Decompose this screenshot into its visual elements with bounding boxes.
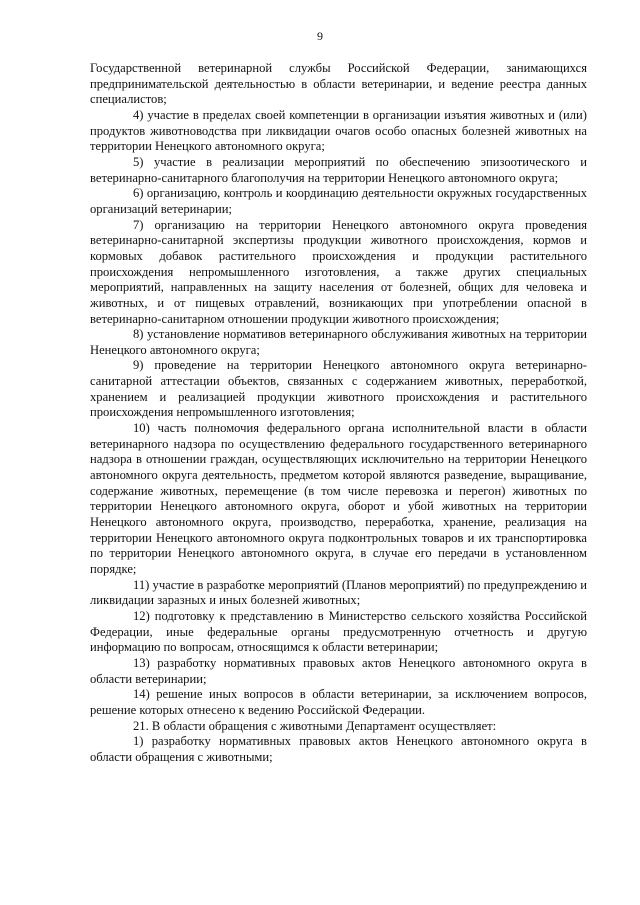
paragraph: 12) подготовку к представлению в Министерство сельского хозяйства Российской Федерации, иные федеральные органы предусмотренную отчетность и другую информацию по вопросам, относящимся к области ветеринарии; [90, 608, 587, 655]
paragraph: 8) установление нормативов ветеринарного обслуживания животных на территории Ненецкого автономного округа; [90, 327, 587, 357]
document-body [90, 61, 587, 766]
paragraph: 7) организацию на территории Ненецкого автономного округа проведения ветеринарно-санитарной экспертизы продукции животного происхождения, кормов и кормовых добавок растительного происхождения и продукции растительного происхождения непромышленного изготовления, а также других специальных мероприятий, направленных на защиту населения от болезней, общих для человека и животных, и от пищевых отравлений, возникающих при употреблении опасной в ветеринарно-санитарном отношении продукции животного происхождения; [90, 217, 587, 326]
paragraph: 10) часть полномочия федерального органа исполнительной власти в области ветеринарного надзора по осуществлению федерального государственного ветеринарного надзора в отношении граждан, осуществляющих исключительно на территории Ненецкого автономного округа деятельность, предметом которой являются разведение, выращивание, содержание животных, перемещение (в том числе перевозка и перегон) животных по территории Ненецкого автономного округа, оборот и убой животных на территории Ненецкого автономного округа, производство, переработка, хранение, реализация на территории Ненецкого автономного округа подконтрольных товаров и их транспортировка по территории Ненецкого автономного округа, в случае его передачи в установленном порядке; [90, 421, 587, 576]
paragraph: Государственной ветеринарной службы Российской Федерации, занимающихся предпринимательской деятельностью в области ветеринарии, и ведение реестра данных специалистов; [90, 61, 587, 107]
paragraph: 1) разработку нормативных правовых актов Ненецкого автономного округа в области обращения с животными; [90, 734, 587, 764]
paragraph: 14) решение иных вопросов в области ветеринарии, за исключением вопросов, решение которых отнесено к ведению Российской Федерации. [90, 687, 587, 717]
page-number: 9 [317, 29, 323, 43]
paragraph: 6) организацию, контроль и координацию деятельности окружных государственных организаций ветеринарии; [90, 186, 587, 216]
paragraph: 21. В области обращения с животными Департамент осуществляет: [133, 718, 497, 733]
paragraph: 11) участие в разработке мероприятий (Планов мероприятий) по предупреждению и ликвидации заразных и иных болезней животных; [90, 577, 587, 608]
paragraph: 9) проведение на территории Ненецкого автономного округа ветеринарно-санитарной аттестации объектов, связанных с содержанием животных, переработкой, хранением и реализацией продукции животного происхождения и растительного происхождения непромышленного изготовления; [90, 358, 587, 420]
paragraph: 5) участие в реализации мероприятий по обеспечению эпизоотического и ветеринарно-санитарного благополучия на территории Ненецкого автономного округа; [90, 154, 587, 185]
paragraph: 4) участие в пределах своей компетенции в организации изъятия животных и (или) продуктов животноводства при ликвидации очагов особо опасных болезней животных на территории Ненецкого автономного округа; [90, 107, 587, 154]
paragraph: 13) разработку нормативных правовых актов Ненецкого автономного округа в области ветеринарии; [90, 655, 587, 686]
